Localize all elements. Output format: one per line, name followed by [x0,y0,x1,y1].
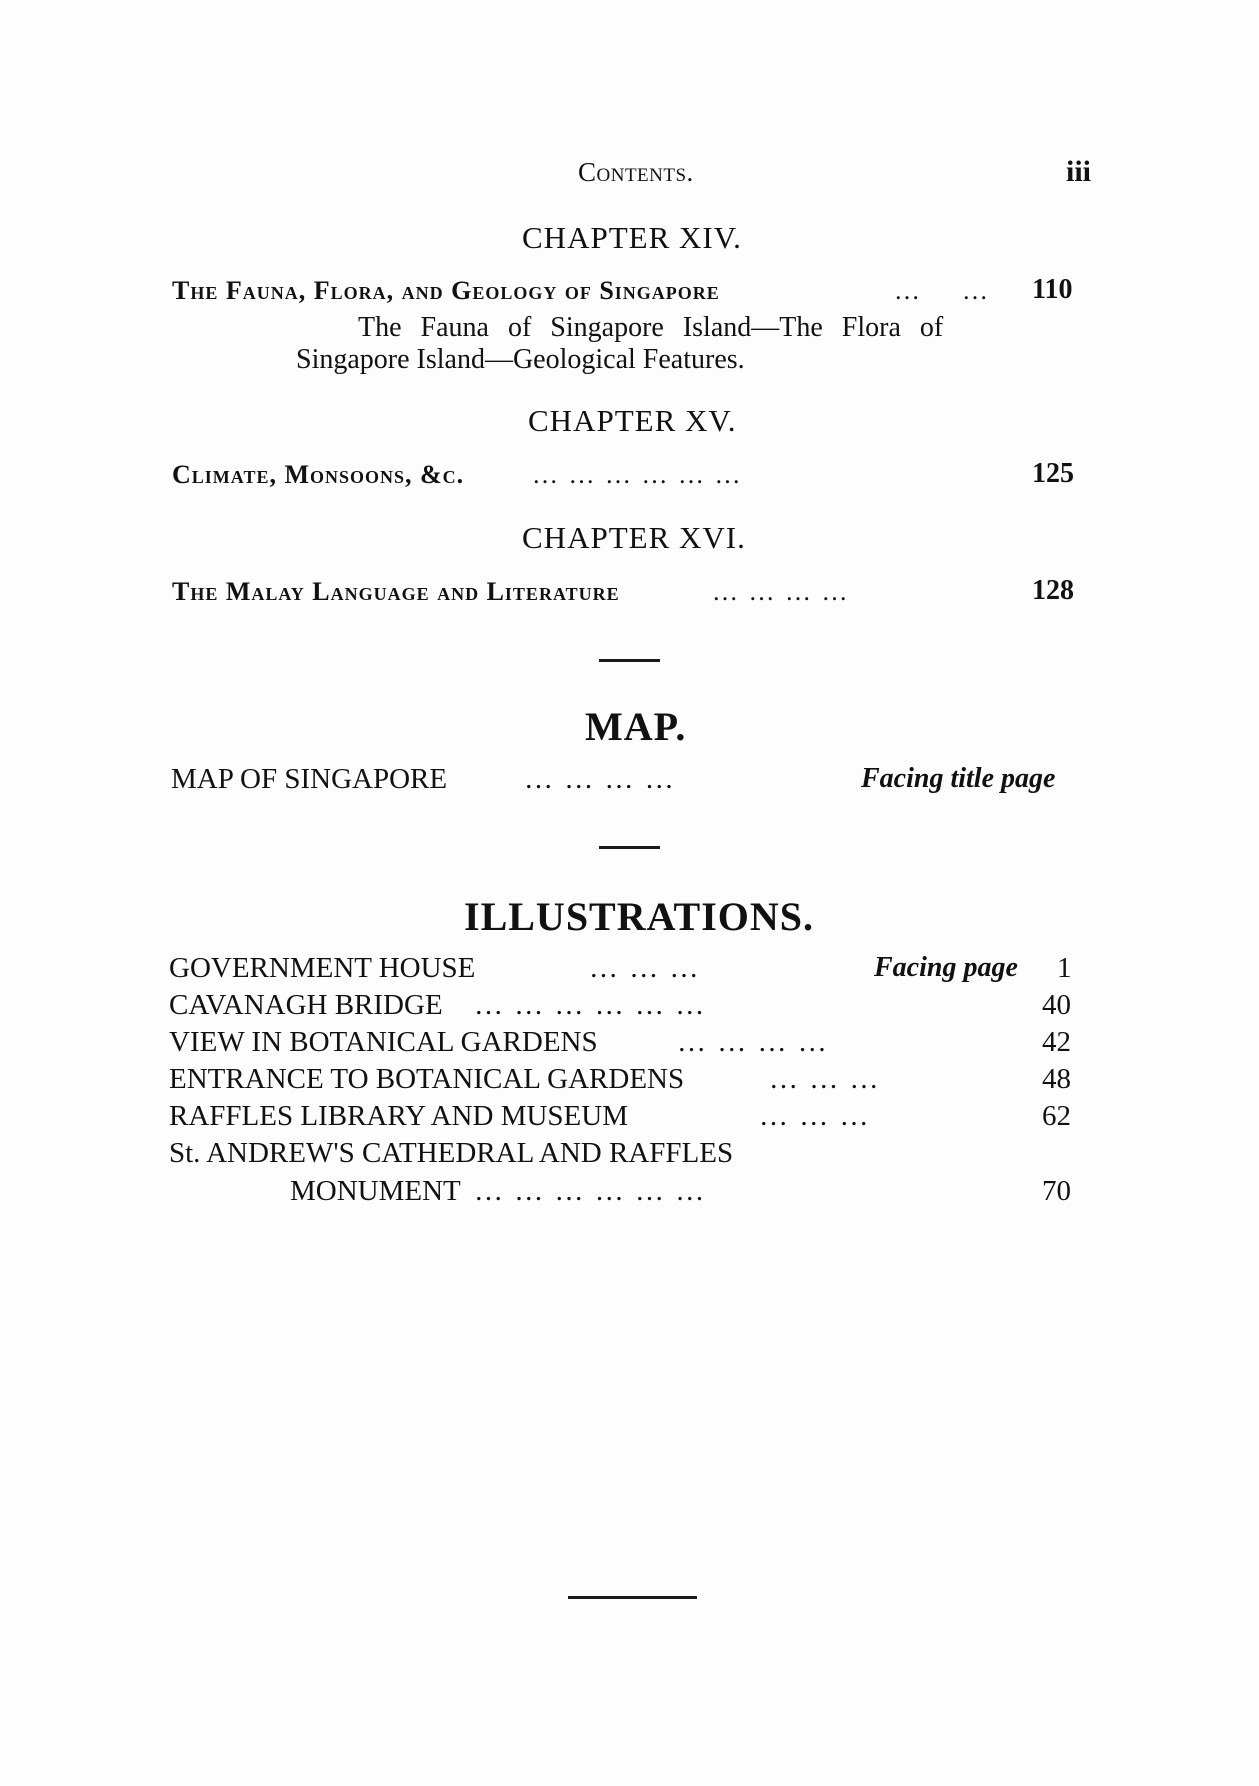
dot-leader: … [962,276,990,305]
toc-entry-title: Climate, Monsoons, &c. [172,460,465,489]
illustration-page-number: 62 [1042,1100,1071,1132]
chapter-heading-xiv: CHAPTER XIV. [522,220,742,255]
toc-entry-title: The Malay Language and Literature [172,577,620,606]
illustration-page-number: 70 [1042,1175,1071,1207]
running-head: Contents. [578,157,694,187]
page-number: iii [1066,155,1092,188]
toc-entry-chapter-xvi[interactable] [172,577,1079,609]
illustration-entry[interactable] [169,1137,1079,1209]
toc-entry-chapter-xiv[interactable] [172,276,1079,308]
dot-leader: … … … … … … [474,1175,707,1207]
dot-leader: … … … [589,952,701,984]
dot-leader: … … … … … … [532,460,743,489]
dot-leader: … … … … [712,577,850,606]
illustration-entry[interactable] [169,1026,1079,1060]
illustration-title: RAFFLES LIBRARY AND MUSEUM [169,1100,628,1132]
chapter-heading-xvi: CHAPTER XVI. [522,520,746,555]
end-rule [568,1596,697,1599]
illustration-entry[interactable] [169,952,1079,986]
dot-leader: … [894,276,922,305]
illustration-page-number: 40 [1042,989,1071,1021]
dot-leader: … … … … [677,1026,829,1058]
toc-entry-title: The Fauna, Flora, and Geology of Singapore [172,276,720,305]
illustrations-section-heading: ILLUSTRATIONS. [464,894,815,939]
map-entry[interactable] [171,763,1091,797]
dot-leader: … … … [759,1100,871,1132]
chapter-heading-xv: CHAPTER XV. [528,403,737,438]
illustration-title-continuation: MONUMENT [290,1175,461,1207]
dot-leader: … … … [769,1063,881,1095]
illustration-entry[interactable] [169,989,1079,1023]
toc-page-number: 110 [1032,274,1073,305]
map-entry-title: MAP OF SINGAPORE [171,763,448,795]
map-section-heading: MAP. [585,704,687,749]
dot-leader: … … … … [524,763,676,795]
section-divider [599,846,660,849]
illustration-entry[interactable] [169,1063,1079,1097]
illustration-page-number: 42 [1042,1026,1071,1058]
facing-label: Facing page [874,952,1018,983]
section-divider [599,659,660,662]
illustration-title: ENTRANCE TO BOTANICAL GARDENS [169,1063,685,1095]
dot-leader: … … … … … … [474,989,707,1021]
illustration-page-number: 48 [1042,1063,1071,1095]
facing-label: Facing title page [861,763,1056,794]
toc-page-number: 128 [1032,575,1074,606]
toc-entry-chapter-xv[interactable] [172,460,1079,492]
illustration-entry[interactable] [169,1100,1079,1134]
chapter-summary-line: The Fauna of Singapore Island—The Flora of [358,312,944,343]
chapter-summary-line: Singapore Island—Geological Features. [296,344,745,375]
illustration-title: St. ANDREW'S CATHEDRAL AND RAFFLES [169,1137,734,1169]
illustration-title: CAVANAGH BRIDGE [169,989,443,1021]
toc-page-number: 125 [1032,458,1074,489]
illustration-title: VIEW IN BOTANICAL GARDENS [169,1026,598,1058]
illustration-page-number: 1 [1057,952,1072,984]
illustration-title: GOVERNMENT HOUSE [169,952,476,984]
